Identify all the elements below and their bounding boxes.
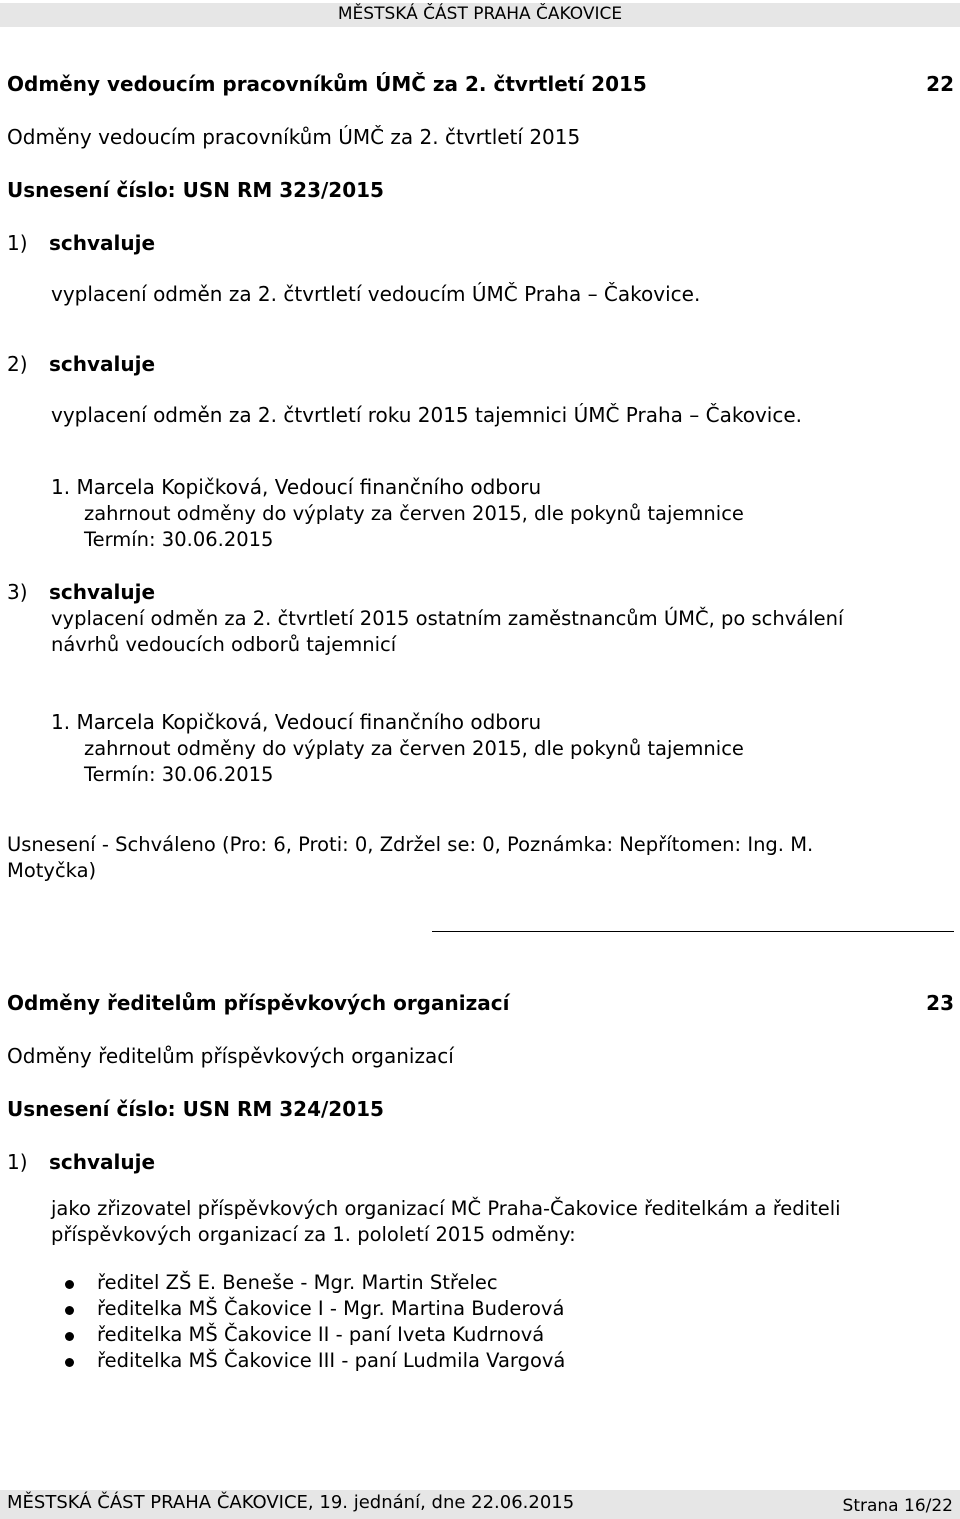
point-text: vyplacení odměn za 2. čtvrtletí roku 2015 tajemnici ÚMČ Praha – Čakovice. <box>51 403 803 427</box>
resolution-number: Usnesení číslo: USN RM 323/2015 <box>7 178 384 202</box>
resolution-number: Usnesení číslo: USN RM 324/2015 <box>7 1097 384 1121</box>
list-item: ředitelka MŠ Čakovice III - paní Ludmila Vargová <box>97 1349 566 1372</box>
list-item: ředitel ZŠ E. Beneše - Mgr. Martin Střelec <box>97 1271 498 1294</box>
point-number: 2) <box>7 352 28 376</box>
vote-result: Motyčka) <box>7 859 97 882</box>
point-text: jako zřizovatel příspěvkových organizací MČ Praha-Čakovice ředitelkám a řediteli <box>51 1197 841 1220</box>
point-number: 1) <box>7 231 28 255</box>
point-label: schvaluje <box>49 231 156 255</box>
point-label: schvaluje <box>49 1150 156 1174</box>
item-number: 22 <box>926 72 954 96</box>
point-text: vyplacení odměn za 2. čtvrtletí 2015 ostatním zaměstnancům ÚMČ, po schválení <box>51 607 844 630</box>
separator-line <box>432 931 954 932</box>
task-assignee: 1. Marcela Kopičková, Vedoucí finančního odboru <box>51 710 542 734</box>
item-subtitle: Odměny vedoucím pracovníkům ÚMČ za 2. čtvrtletí 2015 <box>7 125 581 149</box>
task-assignee: 1. Marcela Kopičková, Vedoucí finančního odboru <box>51 475 542 499</box>
point-label: schvaluje <box>49 580 156 604</box>
list-item: ředitelka MŠ Čakovice II - paní Iveta Kudrnová <box>97 1323 545 1346</box>
task-deadline: Termín: 30.06.2015 <box>84 528 274 551</box>
point-number: 1) <box>7 1150 28 1174</box>
bullet-icon <box>65 1306 74 1315</box>
page-number: Strana 16/22 <box>842 1496 953 1516</box>
item-heading: Odměny ředitelům příspěvkových organizací <box>7 991 510 1015</box>
task-description: zahrnout odměny do výplaty za červen 2015, dle pokynů tajemnice <box>84 502 744 525</box>
point-text: příspěvkových organizací za 1. pololetí 2015 odměny: <box>51 1223 576 1246</box>
item-heading: Odměny vedoucím pracovníkům ÚMČ za 2. čtvrtletí 2015 <box>7 72 647 96</box>
bullet-icon <box>65 1280 74 1289</box>
bullet-icon <box>65 1332 74 1341</box>
point-text: návrhů vedoucích odborů tajemnicí <box>51 633 397 656</box>
bullet-icon <box>65 1358 74 1367</box>
item-subtitle: Odměny ředitelům příspěvkových organizací <box>7 1044 454 1068</box>
task-description: zahrnout odměny do výplaty za červen 2015, dle pokynů tajemnice <box>84 737 744 760</box>
list-item: ředitelka MŠ Čakovice I - Mgr. Martina Buderová <box>97 1297 565 1320</box>
point-text: vyplacení odměn za 2. čtvrtletí vedoucím ÚMČ Praha – Čakovice. <box>51 282 701 306</box>
footer-meeting-info: MĚSTSKÁ ČÁST PRAHA ČAKOVICE, 19. jednání, dne 22.06.2015 <box>7 1492 575 1513</box>
task-deadline: Termín: 30.06.2015 <box>84 763 274 786</box>
point-label: schvaluje <box>49 352 156 376</box>
vote-result: Usnesení - Schváleno (Pro: 6, Proti: 0, Zdržel se: 0, Poznámka: Nepřítomen: Ing. M. <box>7 833 814 856</box>
page-footer <box>0 1490 960 1519</box>
page-header: MĚSTSKÁ ČÁST PRAHA ČAKOVICE <box>0 3 960 27</box>
item-number: 23 <box>926 991 954 1015</box>
point-number: 3) <box>7 580 28 604</box>
